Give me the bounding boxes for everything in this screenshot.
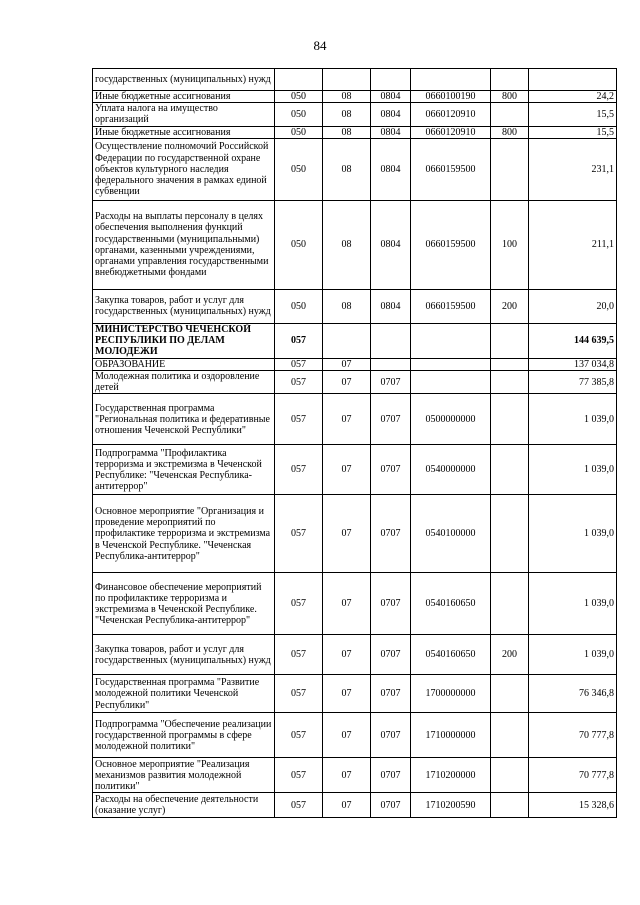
target-article-code: 0660120910 bbox=[411, 126, 491, 138]
amount: 231,1 bbox=[529, 138, 617, 200]
section-code: 07 bbox=[323, 793, 371, 818]
subsection-code: 0707 bbox=[371, 675, 411, 713]
subsection-code: 0804 bbox=[371, 289, 411, 323]
expense-type-code bbox=[491, 323, 529, 358]
ministry-code: 057 bbox=[275, 323, 323, 358]
ministry-code: 057 bbox=[275, 445, 323, 495]
target-article-code: 0500000000 bbox=[411, 394, 491, 445]
table-row bbox=[93, 445, 617, 495]
subsection-code bbox=[371, 358, 411, 370]
section-code: 07 bbox=[323, 358, 371, 370]
line-item-name: Основное мероприятие "Реализация механизмов развития молодежной политики" bbox=[93, 758, 275, 793]
table-row bbox=[93, 573, 617, 635]
subsection-code: 0707 bbox=[371, 445, 411, 495]
section-code: 07 bbox=[323, 445, 371, 495]
subsection-code: 0707 bbox=[371, 758, 411, 793]
table-row bbox=[93, 91, 617, 103]
amount: 137 034,8 bbox=[529, 358, 617, 370]
target-article-code bbox=[411, 371, 491, 394]
section-code: 07 bbox=[323, 675, 371, 713]
target-article-code: 1700000000 bbox=[411, 675, 491, 713]
target-article-code: 0660159500 bbox=[411, 289, 491, 323]
page-number: 84 bbox=[313, 38, 327, 53]
amount: 77 385,8 bbox=[529, 371, 617, 394]
subsection-code bbox=[371, 69, 411, 91]
section-code: 08 bbox=[323, 103, 371, 126]
section-code bbox=[323, 323, 371, 358]
ministry-code: 050 bbox=[275, 126, 323, 138]
ministry-code: 057 bbox=[275, 573, 323, 635]
line-item-name: Иные бюджетные ассигнования bbox=[93, 91, 275, 103]
table-row bbox=[93, 289, 617, 323]
line-item-name: Молодежная политика и оздоровление детей bbox=[93, 371, 275, 394]
amount: 76 346,8 bbox=[529, 675, 617, 713]
line-item-name: Финансовое обеспечение мероприятий по профилактике терроризма и экстремизма в Чеченской Республике. "Чеченская Республика-антитеррор" bbox=[93, 573, 275, 635]
expense-type-code bbox=[491, 69, 529, 91]
expense-type-code bbox=[491, 394, 529, 445]
line-item-name: Осуществление полномочий Российской Федерации по государственной охране объектов культурного наследия федерального значения в рамках единой субвенции bbox=[93, 138, 275, 200]
amount: 15 328,6 bbox=[529, 793, 617, 818]
line-item-name: Подпрограмма "Профилактика терроризма и экстремизма в Чеченской Республике: "Чеченская Республика-антитеррор" bbox=[93, 445, 275, 495]
table-row bbox=[93, 200, 617, 289]
target-article-code: 0540160650 bbox=[411, 635, 491, 675]
target-article-code: 0540100000 bbox=[411, 495, 491, 573]
target-article-code: 1710000000 bbox=[411, 713, 491, 758]
ministry-code: 057 bbox=[275, 758, 323, 793]
subsection-code: 0804 bbox=[371, 91, 411, 103]
ministry-code: 050 bbox=[275, 289, 323, 323]
expense-type-code bbox=[491, 445, 529, 495]
ministry-code: 057 bbox=[275, 371, 323, 394]
ministry-code: 057 bbox=[275, 793, 323, 818]
target-article-code: 1710200000 bbox=[411, 758, 491, 793]
expense-type-code bbox=[491, 371, 529, 394]
table-row bbox=[93, 358, 617, 370]
subsection-code: 0707 bbox=[371, 573, 411, 635]
table-row bbox=[93, 138, 617, 200]
target-article-code: 0540160650 bbox=[411, 573, 491, 635]
target-article-code bbox=[411, 323, 491, 358]
line-item-name: Расходы на обеспечение деятельности (оказание услуг) bbox=[93, 793, 275, 818]
section-code: 07 bbox=[323, 713, 371, 758]
subsection-code: 0804 bbox=[371, 103, 411, 126]
subsection-code: 0707 bbox=[371, 495, 411, 573]
ministry-code: 050 bbox=[275, 91, 323, 103]
ministry-code: 057 bbox=[275, 495, 323, 573]
expense-type-code bbox=[491, 138, 529, 200]
section-code: 08 bbox=[323, 91, 371, 103]
amount: 15,5 bbox=[529, 126, 617, 138]
line-item-name: Закупка товаров, работ и услуг для государственных (муниципальных) нужд bbox=[93, 635, 275, 675]
amount: 1 039,0 bbox=[529, 573, 617, 635]
ministry-code: 057 bbox=[275, 394, 323, 445]
target-article-code: 0660120910 bbox=[411, 103, 491, 126]
expense-type-code bbox=[491, 358, 529, 370]
section-code: 07 bbox=[323, 495, 371, 573]
table-row bbox=[93, 126, 617, 138]
ministry-code bbox=[275, 69, 323, 91]
target-article-code: 0660159500 bbox=[411, 138, 491, 200]
amount: 211,1 bbox=[529, 200, 617, 289]
subsection-code: 0707 bbox=[371, 394, 411, 445]
line-item-name: МИНИСТЕРСТВО ЧЕЧЕНСКОЙ РЕСПУБЛИКИ ПО ДЕЛАМ МОЛОДЕЖИ bbox=[93, 323, 275, 358]
table-row bbox=[93, 758, 617, 793]
section-code: 07 bbox=[323, 371, 371, 394]
table-row bbox=[93, 713, 617, 758]
line-item-name: Государственная программа "Развитие молодежной политики Чеченской Республики" bbox=[93, 675, 275, 713]
expense-type-code bbox=[491, 758, 529, 793]
line-item-name: государственных (муниципальных) нужд bbox=[93, 69, 275, 91]
subsection-code bbox=[371, 323, 411, 358]
subsection-code: 0707 bbox=[371, 793, 411, 818]
section-code: 07 bbox=[323, 573, 371, 635]
table-row bbox=[93, 793, 617, 818]
amount: 1 039,0 bbox=[529, 394, 617, 445]
table-row bbox=[93, 635, 617, 675]
amount: 20,0 bbox=[529, 289, 617, 323]
amount: 1 039,0 bbox=[529, 495, 617, 573]
expense-type-code bbox=[491, 103, 529, 126]
line-item-name: Подпрограмма "Обеспечение реализации государственной программы в сфере молодежной политики" bbox=[93, 713, 275, 758]
amount bbox=[529, 69, 617, 91]
amount: 144 639,5 bbox=[529, 323, 617, 358]
amount: 70 777,8 bbox=[529, 713, 617, 758]
line-item-name: Государственная программа "Региональная политика и федеративные отношения Чеченской Республики" bbox=[93, 394, 275, 445]
ministry-code: 057 bbox=[275, 358, 323, 370]
subsection-code: 0804 bbox=[371, 126, 411, 138]
subsection-code: 0707 bbox=[371, 713, 411, 758]
subsection-code: 0707 bbox=[371, 371, 411, 394]
target-article-code: 0660100190 bbox=[411, 91, 491, 103]
section-code: 07 bbox=[323, 394, 371, 445]
expense-type-code bbox=[491, 675, 529, 713]
table-body bbox=[93, 69, 617, 818]
line-item-name: Закупка товаров, работ и услуг для государственных (муниципальных) нужд bbox=[93, 289, 275, 323]
ministry-code: 050 bbox=[275, 200, 323, 289]
section-code: 07 bbox=[323, 758, 371, 793]
subsection-code: 0804 bbox=[371, 138, 411, 200]
target-article-code: 0540000000 bbox=[411, 445, 491, 495]
expense-type-code bbox=[491, 793, 529, 818]
ministry-code: 057 bbox=[275, 713, 323, 758]
section-code bbox=[323, 69, 371, 91]
target-article-code bbox=[411, 69, 491, 91]
expense-type-code bbox=[491, 573, 529, 635]
expense-type-code bbox=[491, 495, 529, 573]
line-item-name: Уплата налога на имущество организаций bbox=[93, 103, 275, 126]
table-row bbox=[93, 323, 617, 358]
section-code: 07 bbox=[323, 635, 371, 675]
line-item-name: Расходы на выплаты персоналу в целях обеспечения выполнения функций государственными (муниципальными) органами, казенными учреждениями, органами управления государственными внебюджетными фондами bbox=[93, 200, 275, 289]
expense-type-code: 800 bbox=[491, 126, 529, 138]
section-code: 08 bbox=[323, 138, 371, 200]
table-row bbox=[93, 675, 617, 713]
section-code: 08 bbox=[323, 200, 371, 289]
expense-type-code: 200 bbox=[491, 289, 529, 323]
table-row bbox=[93, 371, 617, 394]
budget-table bbox=[92, 68, 617, 818]
table-row bbox=[93, 394, 617, 445]
section-code: 08 bbox=[323, 126, 371, 138]
section-code: 08 bbox=[323, 289, 371, 323]
line-item-name: Иные бюджетные ассигнования bbox=[93, 126, 275, 138]
amount: 24,2 bbox=[529, 91, 617, 103]
target-article-code: 0660159500 bbox=[411, 200, 491, 289]
table-row bbox=[93, 103, 617, 126]
target-article-code bbox=[411, 358, 491, 370]
expense-type-code bbox=[491, 713, 529, 758]
table-row bbox=[93, 495, 617, 573]
amount: 15,5 bbox=[529, 103, 617, 126]
expense-type-code: 200 bbox=[491, 635, 529, 675]
table-row bbox=[93, 69, 617, 91]
amount: 1 039,0 bbox=[529, 445, 617, 495]
ministry-code: 057 bbox=[275, 675, 323, 713]
line-item-name: ОБРАЗОВАНИЕ bbox=[93, 358, 275, 370]
amount: 70 777,8 bbox=[529, 758, 617, 793]
expense-type-code: 100 bbox=[491, 200, 529, 289]
ministry-code: 057 bbox=[275, 635, 323, 675]
amount: 1 039,0 bbox=[529, 635, 617, 675]
expense-type-code: 800 bbox=[491, 91, 529, 103]
ministry-code: 050 bbox=[275, 103, 323, 126]
target-article-code: 1710200590 bbox=[411, 793, 491, 818]
ministry-code: 050 bbox=[275, 138, 323, 200]
subsection-code: 0804 bbox=[371, 200, 411, 289]
line-item-name: Основное мероприятие "Организация и проведение мероприятий по профилактике терроризма и экстремизма в Чеченской Республике. "Чеченская Республика-антитеррор" bbox=[93, 495, 275, 573]
subsection-code: 0707 bbox=[371, 635, 411, 675]
